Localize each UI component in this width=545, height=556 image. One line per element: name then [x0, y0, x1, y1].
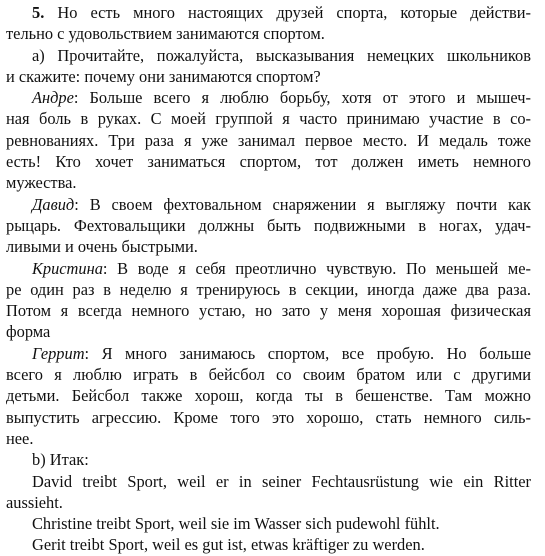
statement-kristina-line-1	[6, 258, 531, 279]
statement-gerrit-line-3: детьми. Бейсбол также хорош, когда ты в бешенстве. Там можно	[6, 386, 531, 406]
part-b-label: b) Итак:	[32, 450, 89, 470]
statement-kristina-line-4: форма	[6, 322, 51, 342]
part-b-line-4: Gerit treibt Sport, weil es gut ist, etwas kräftiger zu werden.	[32, 535, 425, 555]
task-intro-text-1: Но есть много настоящих друзей спорта, которые действи-	[57, 3, 531, 22]
statement-kristina-line-3: Потом я всегда немного устаю, но зато у меня хорошая физическая	[6, 301, 531, 321]
statement-andre-line-4: есть! Кто хочет заниматься спортом, тот должен иметь немного	[6, 152, 531, 172]
statement-gerrit-line-1	[6, 343, 531, 364]
statement-text: : Больше всего я люблю борьбу, хотя от этого и мышеч-	[73, 88, 531, 108]
part-b-line-1: David treibt Sport, weil er in seiner Fechtausrüstung wie ein Ritter	[32, 471, 531, 491]
speaker-name-andre: Андре	[32, 88, 74, 108]
statement-david-line-2: рыцарь. Фехтовальщики должны быть подвижными в ногах, удач-	[6, 215, 531, 235]
speaker-name-gerrit: Геррит	[32, 343, 85, 363]
statement-text: : В своем фехтовальном снаряжении я выгляжу почти как	[74, 194, 531, 214]
statement-text: : В воде я себя преотлично чувствую. По меньшей ме-	[102, 258, 531, 278]
statement-kristina-line-2: ре один раз в неделю я тренируюсь в секции, иногда даже два раза.	[6, 279, 531, 299]
statement-andre-line-5: мужества.	[6, 173, 77, 193]
statement-david-line-1	[6, 194, 531, 215]
speaker-name-kristina: Кристина	[32, 258, 103, 278]
task-number: 5.	[32, 3, 45, 22]
statement-andre-line-2: ная боль в руках. С моей группой я часто принимаю участие в со-	[6, 109, 531, 129]
part-a-line-2: и скажите: почему они занимаются спортом?	[6, 66, 321, 86]
statement-text: : Я много занимаюсь спортом, все пробую. Но больше	[84, 343, 531, 363]
statement-gerrit-line-2: всего я люблю играть в бейсбол со своим братом или с другими	[6, 365, 531, 385]
task-intro-line-1	[6, 2, 531, 23]
statement-david-line-3: ливыми и очень быстрыми.	[6, 237, 198, 257]
part-b-line-2: aussieht.	[6, 492, 63, 512]
statement-andre-line-1	[6, 87, 531, 108]
statement-gerrit-line-5: нее.	[6, 428, 34, 448]
task-intro-line-2: тельно с удовольствием занимаются спортом.	[6, 24, 325, 44]
part-a-line-1: а) Прочитайте, пожалуйста, высказывания немецких школьников	[32, 45, 531, 65]
speaker-name-david: Давид	[32, 194, 75, 214]
statement-andre-line-3: ревнованиях. Три раза я уже занимал первое место. И медаль тоже	[6, 130, 531, 150]
statement-gerrit-line-4: выпустить агрессию. Кроме того это хорошо, стать немного силь-	[6, 407, 531, 427]
part-b-line-3: Christine treibt Sport, weil sie im Wasser sich pudewohl fühlt.	[32, 514, 440, 534]
